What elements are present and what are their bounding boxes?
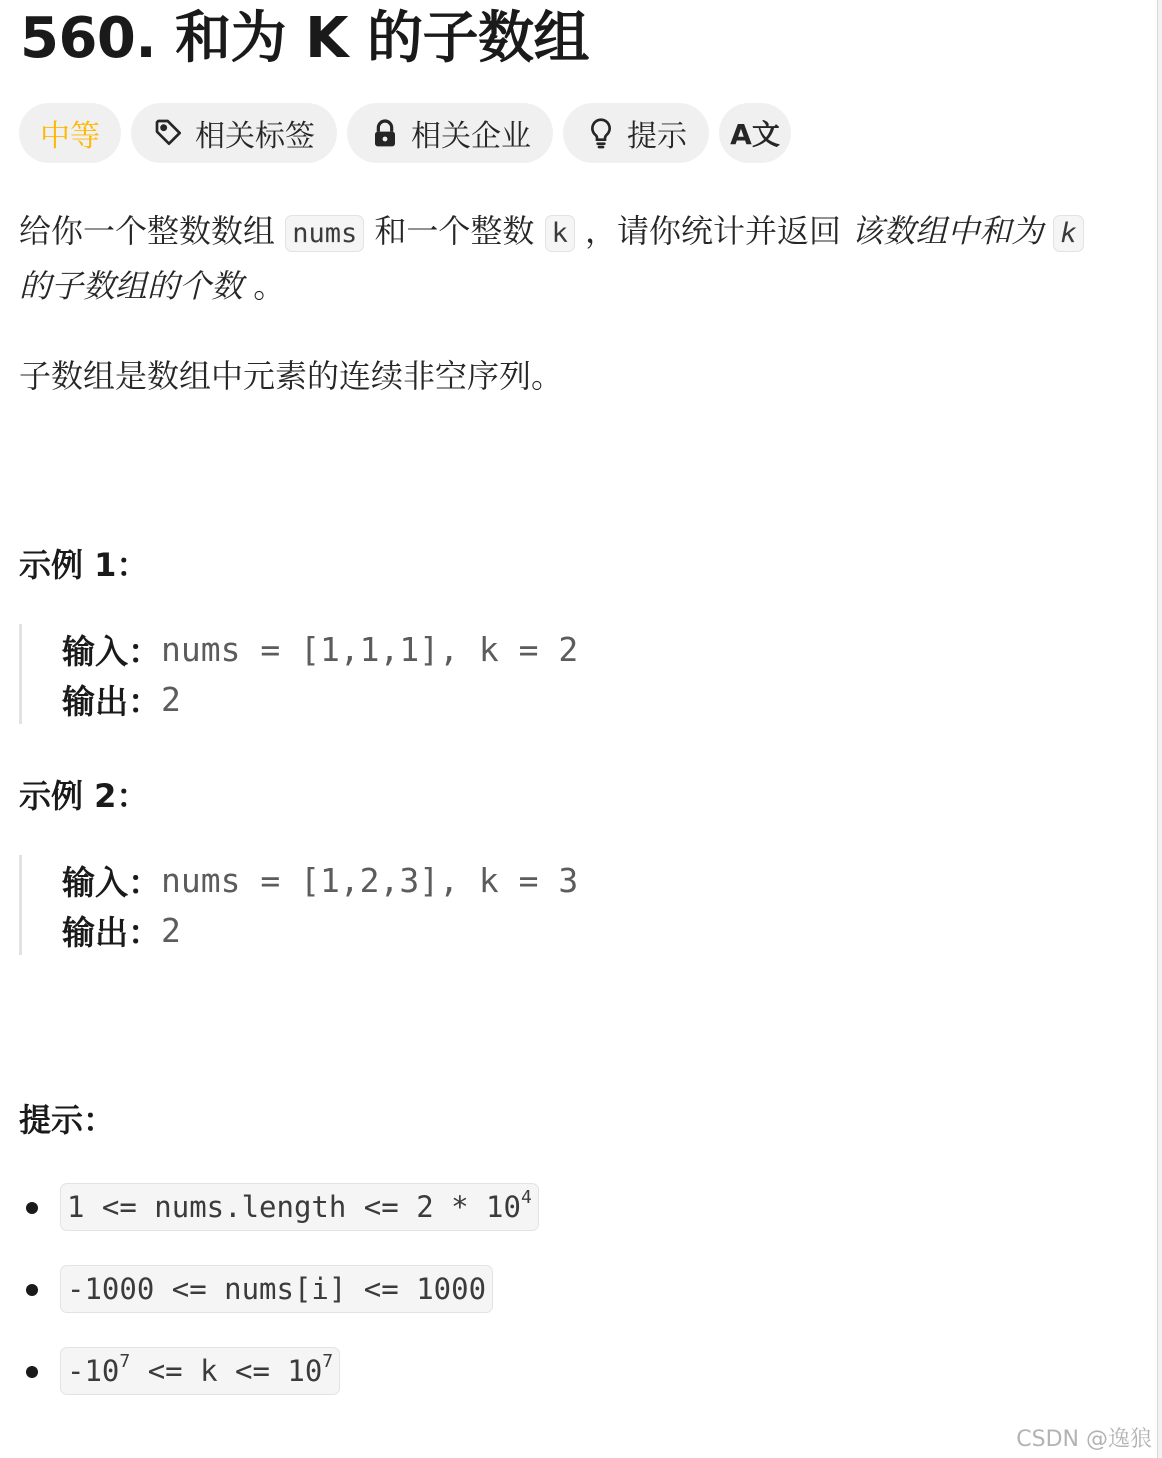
difficulty-badge: 中等 [19,103,121,163]
tag-bar [19,103,791,163]
constraint-exponent: 4 [520,1187,532,1208]
example-2-heading: 示例 2： [19,777,149,815]
subarray-definition: 子数组是数组中元素的连续非空序列。 [19,357,564,395]
desc-text: 和一个整数 [364,212,545,250]
translate-icon: A文 [730,118,780,151]
code-nums: nums [285,215,364,252]
desc-text: 给你一个整数数组 [19,212,286,250]
watermark: CSDN @逸狼 [1016,1427,1152,1452]
list-item [26,1183,539,1265]
constraint-code [60,1265,493,1313]
scrollbar[interactable] [1157,0,1162,1458]
constraints-list [26,1183,539,1429]
problem-title: 560. 和为 K 的子数组 [20,6,590,71]
input-value: nums = [1,2,3], k = 3 [161,860,579,900]
constraint-code [60,1183,539,1231]
output-value: 2 [161,679,181,719]
example-2-input [62,855,719,905]
example-1-block [19,624,719,724]
desc-em-text: 该数组中和为 [851,212,1054,250]
list-item [26,1265,539,1347]
description-paragraph [19,205,1119,312]
bullet-icon [26,1366,38,1378]
related-tags-label: 相关标签 [195,119,315,154]
example-2-output [62,905,719,955]
constraint-text: -10 [67,1354,120,1388]
input-label: 输入： [62,631,161,671]
desc-text: 。 [243,267,286,305]
bullet-icon [26,1284,38,1296]
constraint-text: <= k <= 10 [130,1354,323,1388]
example-1-heading: 示例 1： [19,546,149,584]
output-value: 2 [161,910,181,950]
constraint-exponent: 7 [119,1351,131,1372]
example-2-block [19,855,719,955]
example-1-output [62,674,719,724]
lightbulb-icon [585,117,617,149]
constraint-code [60,1347,340,1395]
example-1-input [62,624,719,674]
related-tags-button[interactable] [131,103,337,163]
code-k: k [1053,215,1083,252]
related-companies-label: 相关企业 [411,119,531,154]
related-companies-button[interactable] [347,103,553,163]
constraints-heading: 提示： [19,1101,116,1139]
hint-label: 提示 [627,119,687,154]
desc-text: ，请你统计并返回 [574,212,852,250]
constraint-exponent: 7 [322,1351,334,1372]
translate-button[interactable] [719,103,791,163]
input-label: 输入： [62,862,161,902]
constraint-text: 1 <= nums.length <= 2 * 10 [67,1190,521,1224]
output-label: 输出： [62,912,161,952]
lock-icon [369,117,401,149]
input-value: nums = [1,1,1], k = 2 [161,629,579,669]
tag-icon [153,117,185,149]
output-label: 输出： [62,681,161,721]
desc-em-text: 的子数组的个数 [19,267,244,305]
constraint-text: -1000 <= nums[i] <= 1000 [67,1272,487,1306]
code-k: k [545,215,575,252]
list-item [26,1347,539,1429]
hint-button[interactable] [563,103,709,163]
bullet-icon [26,1202,38,1214]
